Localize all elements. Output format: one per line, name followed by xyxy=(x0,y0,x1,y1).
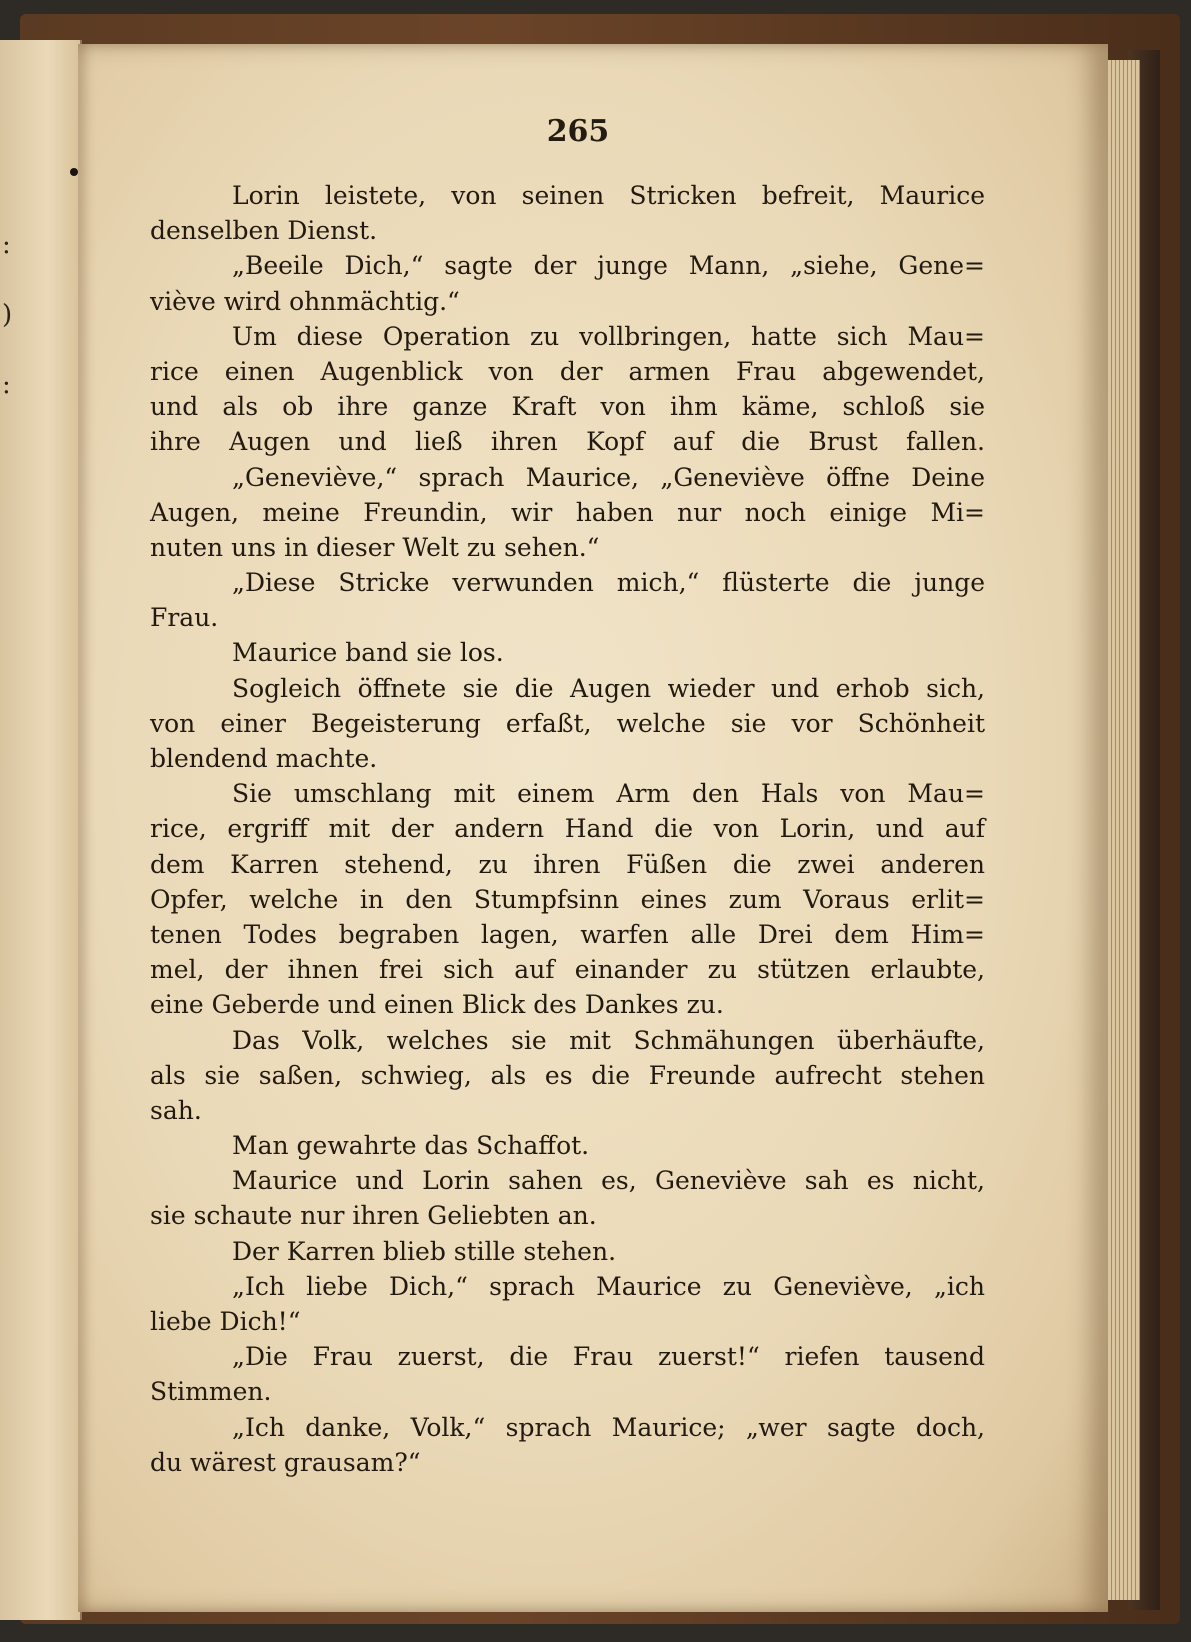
text-line: als sie saßen, schwieg, als es die Freunde aufrecht stehen xyxy=(150,1060,985,1090)
text-line: tenen Todes begraben lagen, warfen alle Drei dem Him= xyxy=(150,919,985,949)
text-line: von einer Begeisterung erfaßt, welche sie vor Schönheit xyxy=(150,708,985,738)
ink-dot xyxy=(70,168,78,176)
text-line: rice, ergriff mit der andern Hand die von Lorin, und auf xyxy=(150,814,985,844)
text-line: viève wird ohnmächtig.“ xyxy=(150,286,460,316)
text-line: Frau. xyxy=(150,603,219,633)
text-line: „Geneviève,“ sprach Maurice, „Geneviève öffne Deine xyxy=(232,462,985,492)
text-line: „Beeile Dich,“ sagte der junge Mann, „siehe, Gene= xyxy=(232,251,985,281)
text-line: nuten uns in dieser Welt zu sehen.“ xyxy=(150,532,600,562)
text-line: Maurice und Lorin sahen es, Geneviève sah es nicht, xyxy=(232,1166,985,1196)
text-line: Das Volk, welches sie mit Schmähungen überhäufte, xyxy=(232,1025,985,1055)
left-mark: ) xyxy=(2,300,13,330)
text-line: „Ich danke, Volk,“ sprach Maurice; „wer sagte doch, xyxy=(232,1412,985,1442)
text-line: Der Karren blieb stille stehen. xyxy=(232,1236,617,1266)
text-line: sie schaute nur ihren Geliebten an. xyxy=(150,1201,597,1231)
left-page-marks xyxy=(2,210,12,420)
text-line: ihre Augen und ließ ihren Kopf auf die Brust fallen. xyxy=(150,427,985,457)
text-line: Um diese Operation zu vollbringen, hatte sich Mau= xyxy=(232,321,985,351)
text-line: Maurice band sie los. xyxy=(232,638,504,668)
text-line: denselben Dienst. xyxy=(150,216,378,246)
text-line: mel, der ihnen frei sich auf einander zu stützen erlaubte, xyxy=(150,955,985,985)
text-line: Lorin leistete, von seinen Stricken befreit, Maurice xyxy=(232,181,985,210)
body-text xyxy=(150,178,985,1480)
text-line: Augen, meine Freundin, wir haben nur noch einige Mi= xyxy=(150,497,985,527)
left-mark: : xyxy=(2,370,11,400)
text-line: Stimmen. xyxy=(150,1377,272,1407)
left-mark: : xyxy=(2,230,11,260)
text-line: Sogleich öffnete sie die Augen wieder und erhob sich, xyxy=(232,673,985,703)
text-line: „Ich liebe Dich,“ sprach Maurice zu Geneviève, „ich xyxy=(232,1271,985,1301)
text-line: Sie umschlang mit einem Arm den Hals von Mau= xyxy=(232,779,985,809)
text-line: sah. xyxy=(150,1095,202,1125)
text-line: eine Geberde und einen Blick des Dankes zu. xyxy=(150,990,724,1020)
text-line: blendend machte. xyxy=(150,744,378,773)
page-number: 265 xyxy=(546,114,610,149)
text-line: „Diese Stricke verwunden mich,“ flüsterte die junge xyxy=(232,568,985,598)
text-line: liebe Dich!“ xyxy=(150,1307,301,1336)
text-line: „Die Frau zuerst, die Frau zuerst!“ riefen tausend xyxy=(232,1342,985,1372)
text-line: rice einen Augenblick von der armen Frau abgewendet, xyxy=(150,356,985,386)
text-line: und als ob ihre ganze Kraft von ihm käme, schloß sie xyxy=(150,392,985,422)
text-line: Opfer, welche in den Stumpfsinn eines zum Voraus erlit= xyxy=(150,884,985,914)
text-line: du wärest grausam?“ xyxy=(150,1447,421,1477)
left-page-edge xyxy=(0,40,82,1620)
text-line: Man gewahrte das Schaffot. xyxy=(232,1131,590,1161)
text-line: dem Karren stehend, zu ihren Füßen die zwei anderen xyxy=(150,849,985,879)
